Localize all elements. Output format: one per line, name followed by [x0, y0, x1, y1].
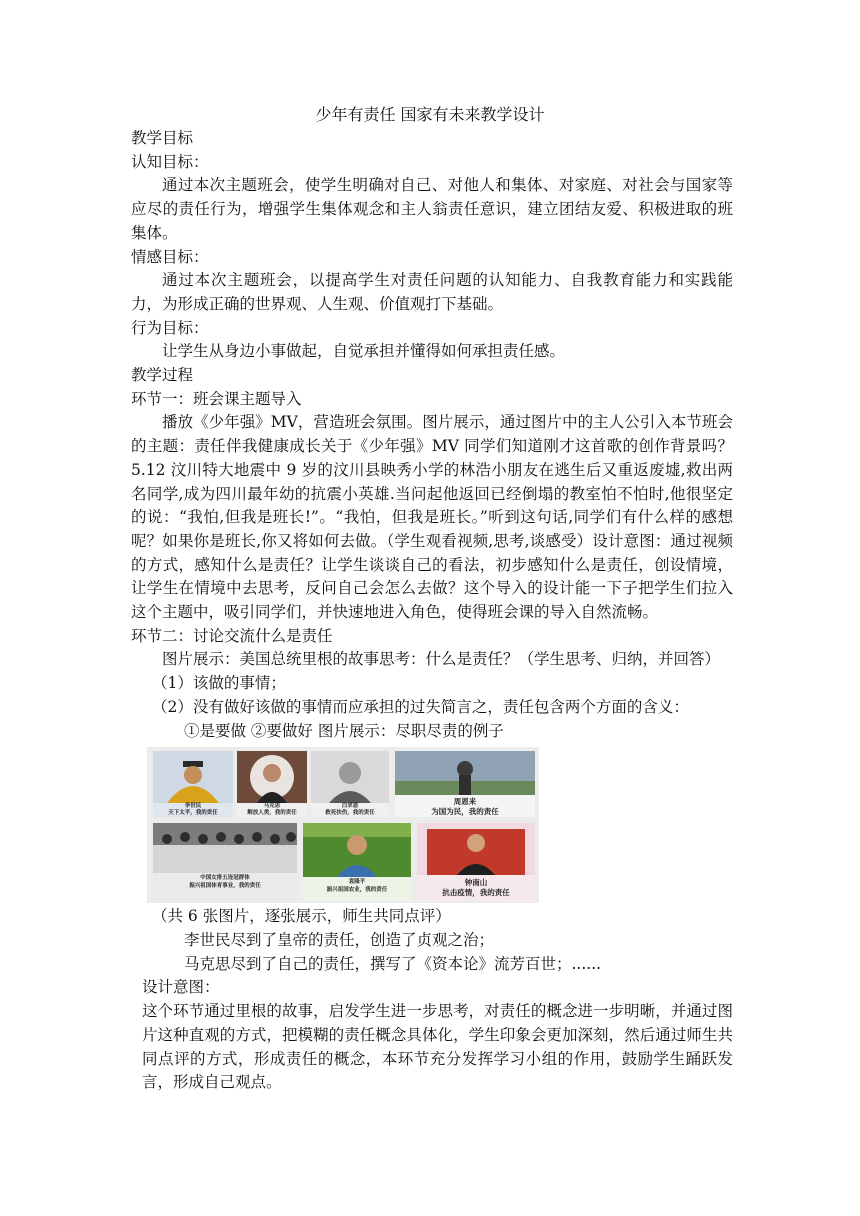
image-tile	[153, 751, 233, 817]
portrait-image	[311, 751, 389, 803]
design-intent-text: 这个环节通过里根的故事，启发学生进一步思考，对责任的概念进一步明晰，并通过图片这种直观的方式，把模糊的责任概念具体化，学生印象会更加深刻，然后通过师生共同点评的方式，形成责任的概念，本环节充分发挥学习小组的作用，鼓励学生踊跃发言，形成自己观点。	[142, 1002, 733, 1092]
portrait-image	[237, 751, 307, 803]
tile-name: 李世民	[184, 803, 202, 810]
list-item-3: ①是要做 ②要做好 图片展示：尽职尽责的例子	[184, 721, 504, 740]
tile-caption: 解放人类，我的责任	[247, 810, 297, 817]
image-tile	[237, 751, 307, 817]
example-2: 马克思尽到了自己的责任，撰写了《资本论》流芳百世；......	[184, 954, 602, 973]
image-tile	[417, 823, 535, 901]
teaching-process-heading: 教学过程	[131, 366, 194, 385]
tile-caption: 救死扶伤，我的责任	[325, 810, 375, 817]
design-intent-label: 设计意图：	[142, 978, 220, 997]
list-item-2: （2）没有做好该做的事情而应承担的过失简言之，责任包含两个方面的含义：	[152, 697, 689, 716]
cognitive-goal-text: 通过本次主题班会，使学生明确对自己、对他人和集体、对家庭、对社会与国家等应尽的责任行为，增强学生集体观念和主人翁责任意识，建立团结友爱、积极进取的班集体。	[131, 176, 733, 242]
image-note: （共 6 张图片，逐张展示，师生共同点评）	[152, 907, 451, 926]
tile-caption: 为国为民，我的责任	[431, 807, 499, 817]
step1-text: 播放《少年强》MV，营造班会氛围。图片展示，通过图片中的主人公引入本节班会的主题：责任伴我健康成长关于《少年强》MV 同学们知道刚才这首歌的创作背景吗？5.12 汶川特大地震中 9 岁的汶川县映秀小学的林浩小朋友在逃生后又重返废墟,救出两名同学,成为四川最年幼的抗震小英雄.当问起他返回已经倒塌的教室怕不怕时,他很坚定的说：“我怕,但我是班长!”。“我怕，但我是班长。”听到这句话,同学们有什么样的感想呢？如果你是班长,你又将如何去做。（学生观看视频,思考,谈感受）设计意图：通过视频的方式，感知什么是责任？让学生谈谈自己的看法，初步感知什么是责任，创设情境，让学生在情境中去思考，反问自己会怎么去做？这个导入的设计能一下子把学生们拉入这个主题中，吸引同学们，并快速地进入角色，使得班会课的导入自然流畅。	[131, 413, 733, 622]
group-photo-image	[153, 823, 297, 873]
cognitive-goal-label: 认知目标：	[131, 152, 209, 171]
step2-heading: 环节二：讨论交流什么是责任	[131, 626, 333, 645]
portrait-image	[395, 751, 535, 795]
list-item-1: （1）该做的事情；	[152, 674, 286, 693]
examples-image-collage	[147, 747, 539, 903]
tile-caption: 天下太平，我的责任	[168, 810, 218, 817]
tile-name: 周恩来	[453, 797, 477, 807]
example-1: 李世民尽到了皇帝的责任，创造了贞观之治；	[184, 930, 495, 949]
emotion-goal-label: 情感目标：	[131, 247, 209, 266]
behavior-goal-text: 让学生从身边小事做起，自觉承担并懂得如何承担责任感。	[162, 342, 566, 361]
step2-text: 图片展示：美国总统里根的故事思考：什么是责任？（学生思考、归纳，并回答）	[162, 650, 721, 669]
tile-caption: 抗击疫情，我的责任	[442, 888, 510, 898]
tile-caption: 振兴祖国农业，我的责任	[326, 887, 388, 894]
image-tile	[303, 823, 411, 901]
portrait-image	[303, 823, 411, 877]
document-body	[131, 127, 733, 1095]
image-tile	[153, 823, 297, 901]
tile-name: 马克思	[263, 803, 281, 810]
behavior-goal-label: 行为目标：	[131, 318, 209, 337]
document-title: 少年有责任 国家有未来教学设计	[315, 105, 545, 124]
tile-caption: 振兴祖国体育事业，我的责任	[189, 883, 261, 890]
portrait-image	[417, 823, 535, 875]
tile-name: 白求恩	[341, 803, 359, 810]
tile-name: 袁隆平	[348, 879, 366, 886]
teaching-goals-heading: 教学目标	[131, 129, 194, 147]
tile-name: 钟南山	[464, 878, 488, 888]
tile-name: 中国女排五连冠群体	[200, 875, 250, 882]
image-tile	[395, 751, 535, 817]
emotion-goal-text: 通过本次主题班会，以提高学生对责任问题的认知能力、自我教育能力和实践能力，为形成正确的世界观、人生观、价值观打下基础。	[131, 271, 733, 313]
image-tile	[311, 751, 389, 817]
portrait-image	[153, 751, 233, 803]
step1-heading: 环节一：班会课主题导入	[131, 389, 302, 408]
